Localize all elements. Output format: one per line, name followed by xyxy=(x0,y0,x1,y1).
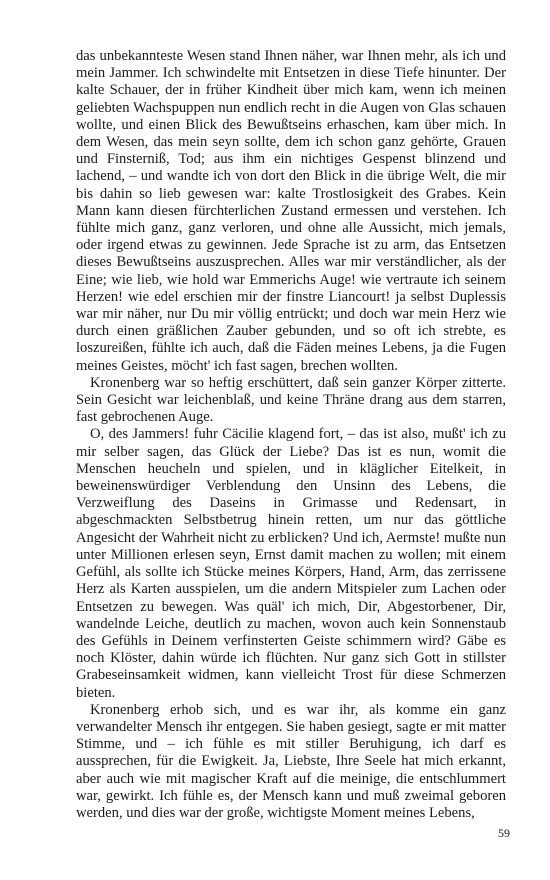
paragraph-1: das unbekannteste Wesen stand Ihnen näher, war Ihnen mehr, als ich und mein Jammer. Ich schwindelte mit Entsetzen in diese Tiefe hinunter. Der kalte Schauer, der in früher Kindheit über mich kam, wenn ich meinen geliebten Wachspuppen nun endlich recht in die Augen von Glas schauen wollte, und einen Blick des Bewußtseins erhaschen, kam über mich. In dem Wesen, das mein seyn sollte, dem ich schon ganz gehörte, Grauen und Finsterniß, Tod; aus ihm ein nichtiges Gespenst blinzend und lachend, – und wandte ich von dort den Blick in die übrige Welt, die mir bis dahin so lieb gewesen war: kalte Trostlosigkeit des Grabes. Kein Mann kann diesen fürchterlichen Zustand ermessen und verstehen. Ich fühlte mich ganz, ganz verloren, und ohne alle Aussicht, mich jemals, oder irgend etwas zu gewinnen. Jede Sprache ist zu arm, das Entsetzen dieses Bewußtseins auszusprechen. Alles war mir verständlicher, als der Eine; wie lieb, wie hold war Emmerichs Auge! wie vertraute ich seinem Herzen! wie edel erschien mir der finstre Liancourt! ja selbst Duplessis war mir näher, nur Du mir völlig entrückt; und doch war mein Herz wie durch einen gräßlichen Zauber gebunden, und so oft ich strebte, es loszureißen, fühlte ich auch, daß die Fäden meines Lebens, ja die Fugen meines Geistes, möcht' ich fast sagen, brechen wollten. xyxy=(76,48,506,374)
body-text xyxy=(76,48,506,822)
paragraph-2: Kronenberg war so heftig erschüttert, daß sein ganzer Körper zitterte. Sein Gesicht war leichenblaß, und keine Thräne drang aus dem starren, fast gebrochenen Auge. xyxy=(76,374,506,426)
paragraph-3: O, des Jammers! fuhr Cäcilie klagend fort, – das ist also, mußt' ich zu mir selber sagen, das Glück der Liebe? Das ist es nun, womit die Menschen heucheln und spielen, und in kläglicher Eitelkeit, in beweinenswürdiger Verblendung den Unsinn des Lebens, die Verzweiflung des Daseins in Grimasse und Redensart, in abgeschmackten Selbstbetrug hinein retten, um nur das göttliche Angesicht der Wahrheit nicht zu erblicken? Und ich, Aermste! mußte nun unter Millionen erlesen seyn, Ernst damit machen zu wollen; mit einem Gefühl, als sollte ich Stücke meines Körpers, Hand, Arm, das zerrissene Herz als Karten ausspielen, um die andern Mitspieler zum Lachen oder Entsetzen zu bewegen. Was quäl' ich mich, Dir, Abgestorbener, Dir, wandelnde Leiche, deutlich zu machen, wovon auch kein Sonnenstaub des Gefühls in Deinem verfinsterten Geiste schimmern wird? Gäbe es noch Klöster, dahin würde ich flüchten. Nur ganz sich Gott in stillster Grabeseinsamkeit widmen, kann vielleicht Trost für diese Schmerzen bieten. xyxy=(76,426,506,701)
paragraph-4: Kronenberg erhob sich, und es war ihr, als komme ein ganz verwandelter Mensch ihr entgegen. Sie haben gesiegt, sagte er mit matter Stimme, und – ich fühle es mit stiller Beruhigung, ich darf es aussprechen, für die Ewigkeit. Ja, Liebste, Ihre Seele hat mich erkannt, aber auch wie mit magischer Kraft auf die meinige, die entschlummert war, gewirkt. Ich fühle es, der Mensch kann und muß zweimal geboren werden, und dies war der große, wichtigste Moment meines Lebens, xyxy=(76,701,506,821)
page-number: 59 xyxy=(498,826,510,840)
